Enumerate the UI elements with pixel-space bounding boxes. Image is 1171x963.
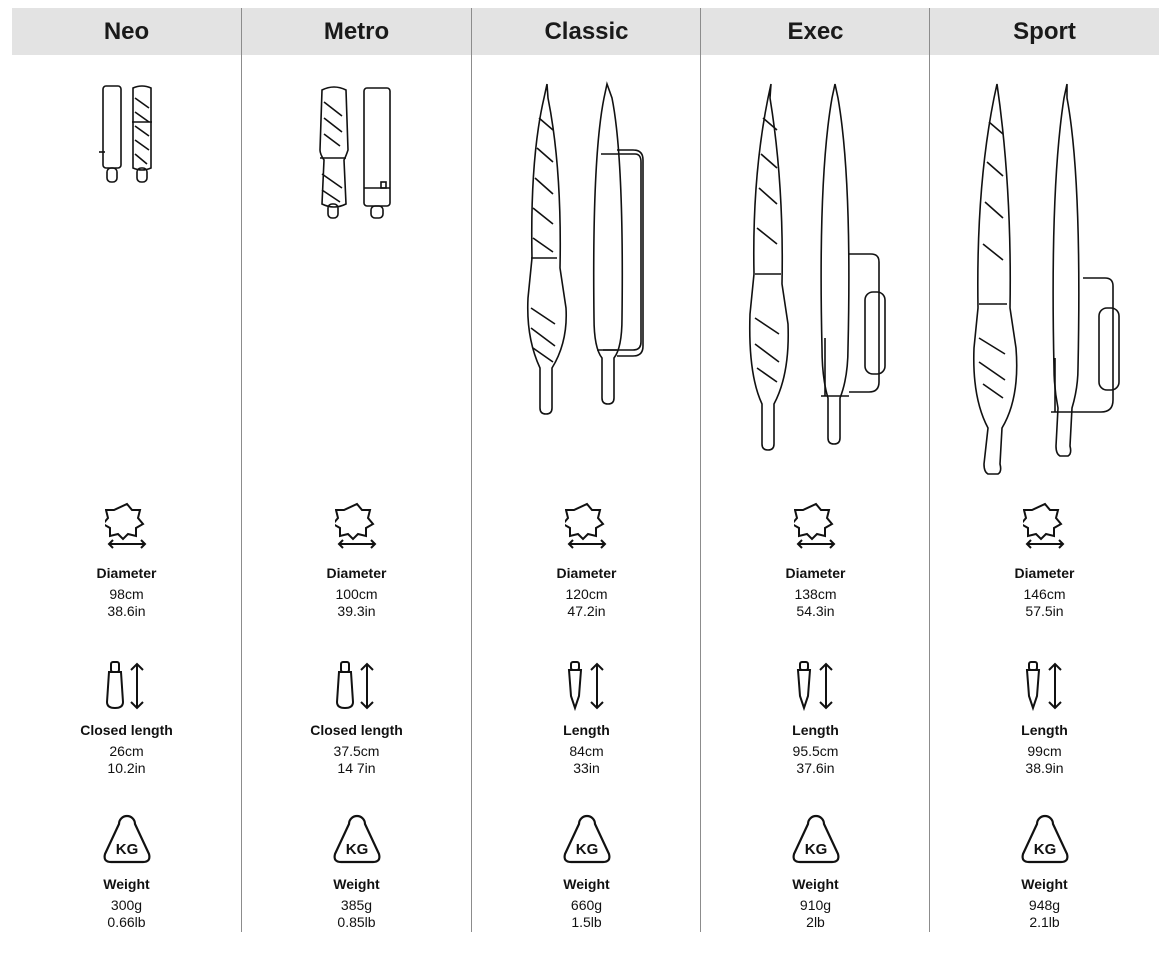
weight-g: 660g [570,897,603,913]
umbrella-illustration [242,78,471,488]
kg-badge: KG [575,841,598,858]
diameter-in: 57.5in [1025,603,1064,619]
length-icon [563,658,611,714]
diameter-in: 39.3in [337,603,376,619]
umbrella-illustration [12,78,241,488]
umbrella-illustration [701,78,930,488]
column-header: Sport [930,8,1159,55]
diameter-icon [335,500,379,552]
length-cm: 26cm [109,743,144,759]
length-label: Length [563,722,610,738]
diameter-icon [1023,500,1067,552]
weight-label: Weight [1021,876,1068,892]
length-label: Length [792,722,839,738]
column-metro [242,8,471,932]
weight-lb: 2.1lb [1029,914,1060,930]
long-umbrella-icon [965,78,1125,478]
length-label: Closed length [80,722,173,738]
weight-icon [331,814,383,866]
diameter-cm: 146cm [1023,586,1066,602]
weight-icon [790,814,842,866]
column-sport [930,8,1159,932]
diameter-label: Diameter [556,565,617,581]
diameter-in: 38.6in [107,603,146,619]
diameter-label: Diameter [96,565,157,581]
length-in: 38.9in [1025,760,1064,776]
weight-label: Weight [103,876,150,892]
diameter-cm: 98cm [109,586,144,602]
weight-lb: 2lb [806,914,825,930]
column-classic [472,8,701,932]
diameter-icon [565,500,609,552]
column-header: Metro [242,8,471,55]
diameter-cm: 100cm [335,586,378,602]
kg-badge: KG [115,841,138,858]
weight-lb: 1.5lb [571,914,602,930]
kg-badge: KG [345,841,368,858]
column-header: Neo [12,8,241,55]
weight-icon [561,814,613,866]
folded-umbrella-icon [302,78,412,238]
comparison-table [12,8,1159,932]
length-icon [792,658,840,714]
folded-umbrella-icon [77,78,177,198]
length-icon [103,658,151,714]
kg-badge: KG [804,841,827,858]
weight-label: Weight [333,876,380,892]
long-umbrella-icon [517,78,657,418]
length-cm: 99cm [1027,743,1062,759]
weight-g: 948g [1028,897,1061,913]
diameter-label: Diameter [1014,565,1075,581]
column-header: Exec [701,8,930,55]
length-in: 37.6in [796,760,835,776]
diameter-cm: 120cm [565,586,608,602]
weight-g: 910g [799,897,832,913]
length-cm: 84cm [569,743,604,759]
weight-label: Weight [563,876,610,892]
diameter-in: 47.2in [567,603,606,619]
diameter-label: Diameter [785,565,846,581]
length-cm: 37.5cm [333,743,380,759]
length-icon [1021,658,1069,714]
weight-g: 385g [340,897,373,913]
length-cm: 95.5cm [792,743,839,759]
diameter-icon [794,500,838,552]
weight-g: 300g [110,897,143,913]
weight-lb: 0.85lb [337,914,376,930]
diameter-icon [105,500,149,552]
length-icon [333,658,381,714]
column-header: Classic [472,8,701,55]
length-in: 14 7in [337,760,376,776]
weight-icon [1019,814,1071,866]
length-in: 10.2in [107,760,146,776]
column-exec [701,8,930,932]
umbrella-illustration [472,78,701,488]
length-label: Length [1021,722,1068,738]
length-label: Closed length [310,722,403,738]
kg-badge: KG [1033,841,1056,858]
diameter-label: Diameter [326,565,387,581]
diameter-in: 54.3in [796,603,835,619]
weight-label: Weight [792,876,839,892]
column-neo [12,8,241,932]
long-umbrella-icon [741,78,891,458]
umbrella-illustration [930,78,1159,488]
length-in: 33in [573,760,600,776]
weight-lb: 0.66lb [107,914,146,930]
weight-icon [101,814,153,866]
diameter-cm: 138cm [794,586,837,602]
